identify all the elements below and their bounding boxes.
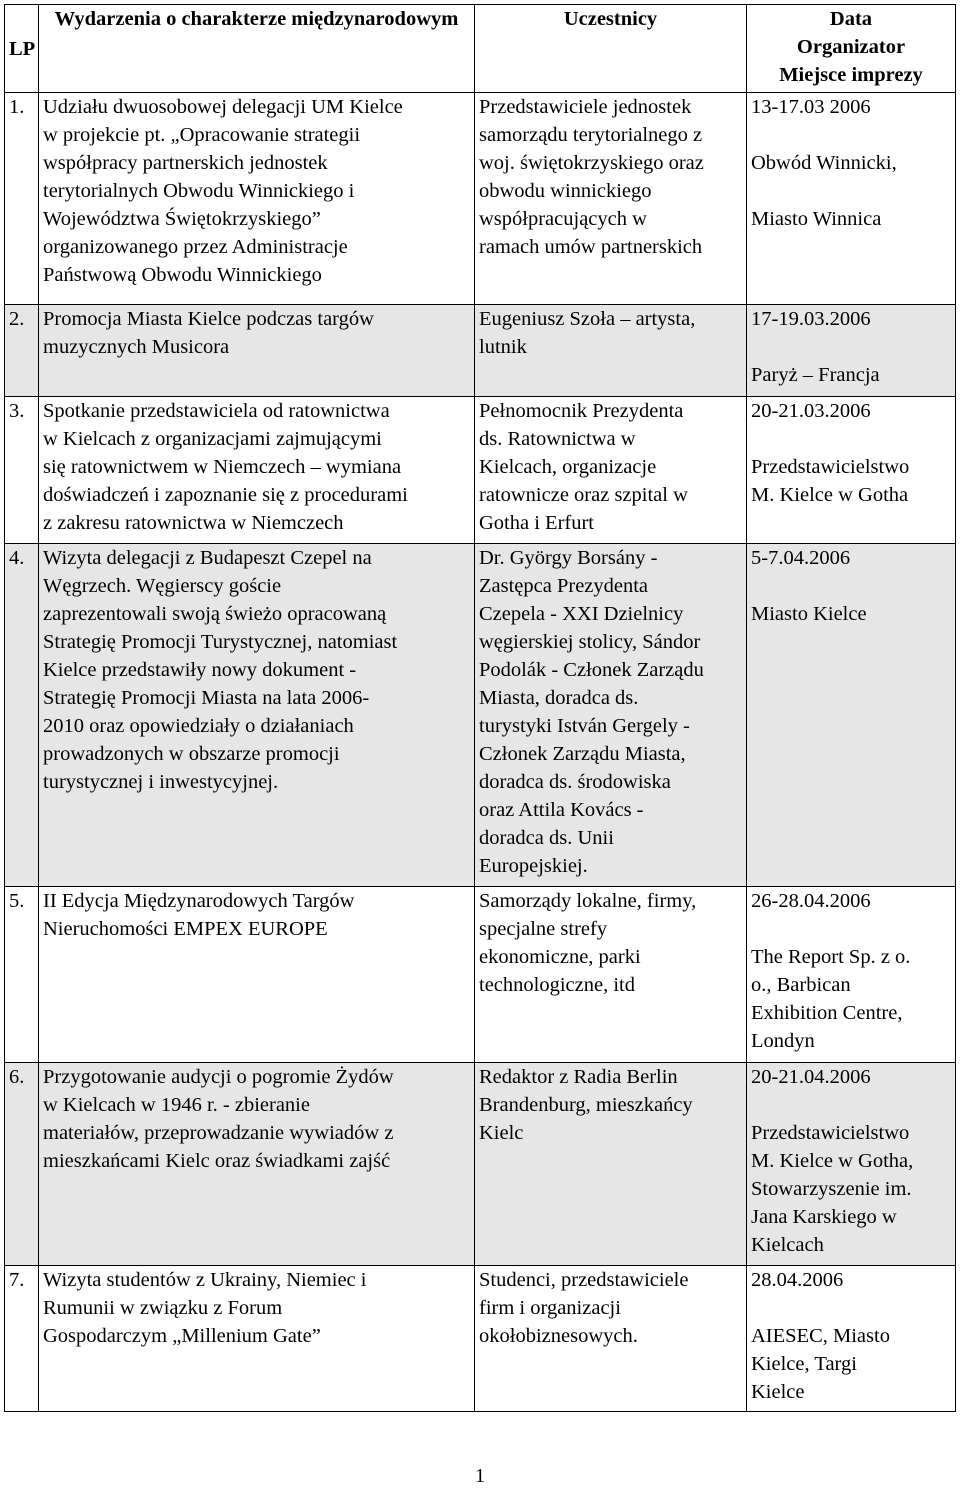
event-text: II Edycja Międzynarodowych Targów Nieruchomości EMPEX EUROPE <box>43 890 355 940</box>
participants-text: Redaktor z Radia Berlin Brandenburg, mieszkańcy Kielc <box>479 1066 693 1144</box>
table-row <box>5 887 956 1063</box>
row-number: 7. <box>5 1266 39 1412</box>
table-row <box>5 305 956 397</box>
header-organizer: Organizator <box>796 36 906 58</box>
header-place: Miejsce imprezy <box>779 64 923 86</box>
date-cell <box>747 397 956 544</box>
header-row <box>5 5 956 93</box>
row-number: 5. <box>5 887 39 1063</box>
events-table <box>4 4 956 1412</box>
participants-text: Pełnomocnik Prezydenta ds. Ratownictwa w Kielcach, organizacje ratownicze oraz szpital w Gotha i Erfurt <box>479 400 688 534</box>
date-organizer-text: 28.04.2006 AIESEC, Miasto Kielce, Targi Kielce <box>751 1269 890 1403</box>
participants-cell <box>475 887 747 1063</box>
date-organizer-text: 20-21.03.2006 Przedstawicielstwo M. Kielce w Gotha <box>751 400 910 506</box>
table-row <box>5 397 956 544</box>
participants-text: Eugeniusz Szoła – artysta, lutnik <box>479 308 696 358</box>
date-organizer-text: 20-21.04.2006 Przedstawicielstwo M. Kielce w Gotha, Stowarzyszenie im. Jana Karskiego w Kielcach <box>751 1066 914 1256</box>
date-cell <box>747 544 956 887</box>
date-organizer-text: 17-19.03.2006 Paryż – Francja <box>751 308 880 386</box>
event-text: Wizyta studentów z Ukrainy, Niemiec i Rumunii w związku z Forum Gospodarczym „Millenium Gate” <box>43 1269 367 1347</box>
row-number: 6. <box>5 1063 39 1266</box>
event-cell <box>39 887 475 1063</box>
header-lp: LP <box>5 5 39 93</box>
event-cell <box>39 305 475 397</box>
date-organizer-text: 5-7.04.2006 Miasto Kielce <box>751 547 867 625</box>
participants-cell <box>475 1063 747 1266</box>
table-row <box>5 1063 956 1266</box>
event-cell <box>39 1266 475 1412</box>
date-cell <box>747 93 956 305</box>
header-event: Wydarzenia o charakterze międzynarodowym <box>39 5 475 93</box>
header-date: Data <box>829 8 873 30</box>
row-number: 1. <box>5 93 39 305</box>
date-cell <box>747 1063 956 1266</box>
row-number: 2. <box>5 305 39 397</box>
date-cell <box>747 887 956 1063</box>
row-number: 4. <box>5 544 39 887</box>
table-row <box>5 544 956 887</box>
event-text: Promocja Miasta Kielce podczas targów muzycznych Musicora <box>43 308 374 358</box>
event-cell <box>39 397 475 544</box>
event-cell <box>39 1063 475 1266</box>
header-participants: Uczestnicy <box>475 5 747 93</box>
event-cell <box>39 93 475 305</box>
participants-cell <box>475 1266 747 1412</box>
date-cell <box>747 1266 956 1412</box>
participants-cell <box>475 544 747 887</box>
participants-text: Studenci, przedstawiciele firm i organizacji okołobiznesowych. <box>479 1269 689 1347</box>
row-number: 3. <box>5 397 39 544</box>
date-organizer-text: 26-28.04.2006 The Report Sp. z o. o., Barbican Exhibition Centre, Londyn <box>751 890 911 1052</box>
event-text: Spotkanie przedstawiciela od ratownictwa w Kielcach z organizacjami zajmującymi się ratownictwem w Niemczech – wymiana doświadczeń i zapoznanie się z procedurami z zakresu ratownictwa w Niemczech <box>43 400 408 534</box>
table-row <box>5 1266 956 1412</box>
participants-cell <box>475 305 747 397</box>
participants-text: Samorządy lokalne, firmy, specjalne strefy ekonomiczne, parki technologiczne, itd <box>479 890 697 996</box>
date-organizer-text: 13-17.03 2006 Obwód Winnicki, Miasto Winnica <box>751 96 897 230</box>
participants-cell <box>475 397 747 544</box>
event-text: Wizyta delegacji z Budapeszt Czepel na Węgrzech. Węgierscy goście zaprezentowali swoją świeżo opracowaną Strategię Promocji Turystycznej, natomiast Kielce przedstawiły nowy dokument - Strategię Promocji Miasta na lata 2006- 2010 oraz opowiedziały o działaniach prowadzonych w obszarze promocji turystycznej i inwestycyjnej. <box>43 547 398 793</box>
date-cell <box>747 305 956 397</box>
event-cell <box>39 544 475 887</box>
page-number: 1 <box>475 1465 485 1487</box>
table-row <box>5 93 956 305</box>
event-text: Przygotowanie audycji o pogromie Żydów w Kielcach w 1946 r. - zbieranie materiałów, przeprowadzanie wywiadów z mieszkańcami Kielc oraz świadkami zajść <box>43 1066 394 1172</box>
participants-text: Przedstawiciele jednostek samorządu terytorialnego z woj. świętokrzyskiego oraz obwodu winnickiego współpracujących w ramach umów partnerskich <box>479 96 704 258</box>
header-date-organizer-place <box>747 5 956 93</box>
participants-cell <box>475 93 747 305</box>
participants-text: Dr. György Borsány - Zastępca Prezydenta Czepela - XXI Dzielnicy węgierskiej stolicy, Sándor Podolák - Członek Zarządu Miasta, doradca ds. turystyki István Gergely - Członek Zarządu Miasta, doradca ds. środowiska oraz Attila Kovács - doradca ds. Unii Europejskiej. <box>479 547 704 877</box>
event-text: Udziału dwuosobowej delegacji UM Kielce w projekcie pt. „Opracowanie strategii współpracy partnerskich jednostek terytorialnych Obwodu Winnickiego i Województwa Świętokrzyskiego” organizowanego przez Administracje Państwową Obwodu Winnickiego <box>43 96 403 286</box>
